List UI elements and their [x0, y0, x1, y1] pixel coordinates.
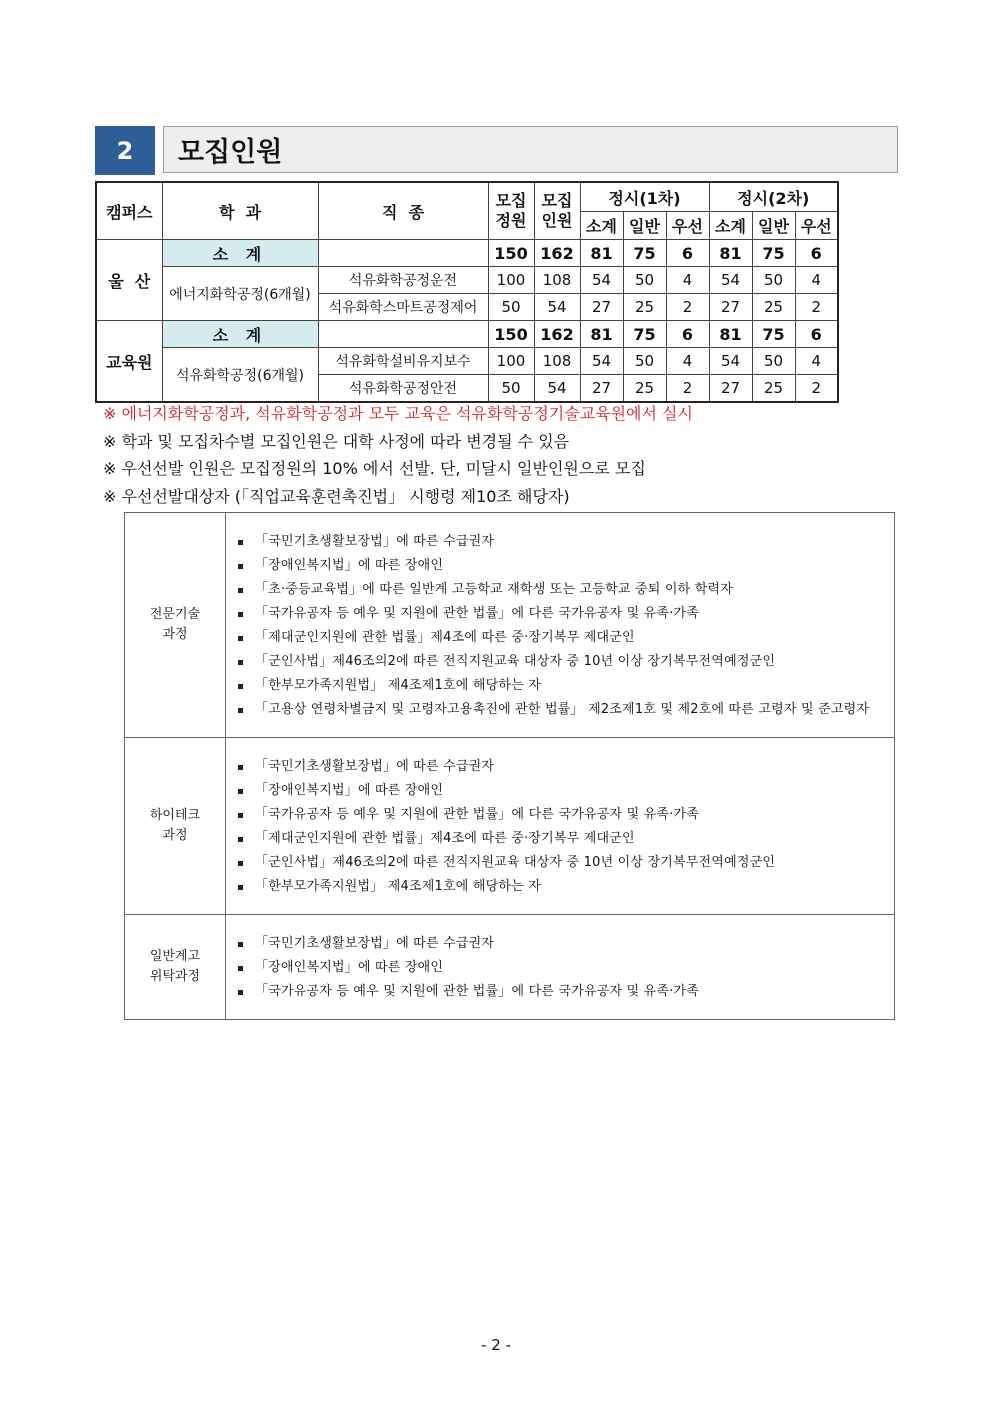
pref-label-line: 과정 [162, 828, 188, 843]
header-department: 학 과 [162, 182, 318, 240]
cell-value: 75 [752, 240, 795, 267]
cell-value: 150 [488, 240, 534, 267]
list-item: 「국민기초생활보장법」에 따른 수급권자 [255, 755, 883, 779]
cell-value: 27 [580, 294, 623, 321]
list-item: 「장애인복지법」에 따른 장애인 [255, 956, 883, 980]
cell-value: 54 [709, 348, 752, 375]
table-row [96, 348, 838, 375]
list-item: 「국민기초생활보장법」에 따른 수급권자 [255, 932, 883, 956]
note-change: ※ 학과 및 모집차수별 모집인원은 대학 사정에 따라 변경될 수 있음 [103, 431, 570, 451]
job-name: 석유화학공정안전 [318, 375, 488, 403]
pref-items [226, 738, 895, 915]
pref-label-line: 하이테크 [149, 808, 201, 823]
cell-value: 75 [752, 321, 795, 348]
section-number: 2 [95, 126, 155, 175]
cell-value: 4 [795, 267, 838, 294]
list-item: 「한부모가족지원법」 제4조제1호에 해당하는 자 [255, 674, 883, 698]
cell-value: 2 [666, 294, 709, 321]
cell-value: 2 [795, 294, 838, 321]
list-item: 「국민기초생활보장법」에 따른 수급권자 [255, 530, 883, 554]
job-name: 석유화학공정운전 [318, 267, 488, 294]
cell-value: 54 [580, 348, 623, 375]
cell-value: 81 [709, 240, 752, 267]
note-training-location: ※ 에너지화학공정과, 석유화학공정과 모두 교육은 석유화학공정기술교육원에서 실시 [103, 404, 693, 423]
list-item: 「제대군인지원에 관한 법률」제4조에 따른 중·장기복무 제대군인 [255, 827, 883, 851]
header-r2-priority: 우선 [795, 212, 838, 240]
cell-value: 27 [709, 294, 752, 321]
cell-value: 100 [488, 348, 534, 375]
list-item: 「고용상 연령차별금지 및 고령자고용촉진에 관한 법률」 제2조제1호 및 제2호에 따른 고령자 및 준고령자 [255, 698, 883, 722]
header-recruits: 모집 인원 [534, 182, 580, 240]
cell-value: 6 [795, 240, 838, 267]
cell-value: 25 [623, 375, 666, 403]
cell-value: 50 [488, 294, 534, 321]
pref-row-general-hs [125, 915, 895, 1020]
cell-value: 4 [666, 348, 709, 375]
pref-label [125, 738, 226, 915]
cell-value: 50 [623, 267, 666, 294]
pref-label-line: 전문기술 [149, 607, 201, 622]
campus-institute: 교육원 [96, 321, 162, 403]
header-r2-total: 소계 [709, 212, 752, 240]
pref-label [125, 915, 226, 1020]
cell-value: 162 [534, 240, 580, 267]
cell-value: 81 [580, 321, 623, 348]
cell-value: 2 [795, 375, 838, 403]
cell-value: 54 [709, 267, 752, 294]
cell-value: 50 [623, 348, 666, 375]
list-item: 「한부모가족지원법」 제4조제1호에 해당하는 자 [255, 875, 883, 899]
list-item: 「군인사법」제46조의2에 따른 전직지원교육 대상자 중 10년 이상 장기복무전역예정군인 [255, 650, 883, 674]
pref-items [226, 513, 895, 738]
cell-value: 4 [795, 348, 838, 375]
header-r2-general: 일반 [752, 212, 795, 240]
note-priority-ratio: ※ 우선선발 인원은 모집정원의 10% 에서 선발. 단, 미달시 일반인원으로 모집 [103, 459, 646, 478]
pref-items [226, 915, 895, 1020]
cell-value: 75 [623, 321, 666, 348]
cell-value: 75 [623, 240, 666, 267]
subtotal-job-empty [318, 321, 488, 348]
header-r1-general: 일반 [623, 212, 666, 240]
cell-value: 25 [623, 294, 666, 321]
header-round2: 정시(2차) [709, 182, 838, 212]
header-round1: 정시(1차) [580, 182, 709, 212]
pref-label-line: 위탁과정 [149, 969, 201, 984]
pref-label [125, 513, 226, 738]
list-item: 「국가유공자 등 예우 및 지원에 관한 법률」에 다른 국가유공자 및 유족·가족 [255, 803, 883, 827]
recruitment-table [95, 181, 839, 403]
pref-row-hightech [125, 738, 895, 915]
cell-value: 100 [488, 267, 534, 294]
priority-target-table [124, 512, 895, 1020]
cell-value: 50 [752, 267, 795, 294]
list-item: 「국가유공자 등 예우 및 지원에 관한 법률」에 다른 국가유공자 및 유족·가족 [255, 602, 883, 626]
list-item: 「국가유공자 등 예우 및 지원에 관한 법률」에 다른 국가유공자 및 유족·가족 [255, 980, 883, 1004]
campus-ulsan: 울 산 [96, 240, 162, 321]
cell-value: 6 [666, 240, 709, 267]
cell-value: 27 [580, 375, 623, 403]
cell-value: 54 [580, 267, 623, 294]
cell-value: 27 [709, 375, 752, 403]
cell-value: 50 [752, 348, 795, 375]
pref-label-line: 일반계고 [149, 949, 201, 964]
header-r1-total: 소계 [580, 212, 623, 240]
subtotal-job-empty [318, 240, 488, 267]
cell-value: 54 [534, 375, 580, 403]
job-name: 석유화학설비유지보수 [318, 348, 488, 375]
subtotal-label: 소 계 [162, 240, 318, 267]
notes [103, 400, 693, 510]
note-priority-targets: ※ 우선선발대상자 (「직업교육훈련촉진법」 시행령 제10조 해당자) [103, 486, 570, 506]
list-item: 「군인사법」제46조의2에 따른 전직지원교육 대상자 중 10년 이상 장기복무전역예정군인 [255, 851, 883, 875]
header-r1-priority: 우선 [666, 212, 709, 240]
cell-value: 108 [534, 348, 580, 375]
subtotal-label: 소 계 [162, 321, 318, 348]
cell-value: 6 [795, 321, 838, 348]
header-quota: 모집 정원 [488, 182, 534, 240]
list-item: 「장애인복지법」에 따른 장애인 [255, 554, 883, 578]
cell-value: 50 [488, 375, 534, 403]
cell-value: 25 [752, 375, 795, 403]
pref-row-expert [125, 513, 895, 738]
cell-value: 54 [534, 294, 580, 321]
list-item: 「초·중등교육법」에 따른 일반계 고등학교 재학생 또는 고등학교 중퇴 이하 학력자 [255, 578, 883, 602]
cell-value: 162 [534, 321, 580, 348]
page-number: - 2 - [481, 1336, 511, 1354]
cell-value: 150 [488, 321, 534, 348]
pref-label-line: 과정 [162, 627, 188, 642]
table-row-subtotal-ulsan [96, 240, 838, 267]
department-name: 에너지화학공정(6개월) [162, 267, 318, 321]
cell-value: 2 [666, 375, 709, 403]
cell-value: 81 [580, 240, 623, 267]
cell-value: 108 [534, 267, 580, 294]
cell-value: 4 [666, 267, 709, 294]
header-campus: 캠퍼스 [96, 182, 162, 240]
cell-value: 25 [752, 294, 795, 321]
job-name: 석유화학스마트공정제어 [318, 294, 488, 321]
cell-value: 81 [709, 321, 752, 348]
table-row-subtotal-institute [96, 321, 838, 348]
department-name: 석유화학공정(6개월) [162, 348, 318, 403]
table-row [96, 267, 838, 294]
section-title: 모집인원 [163, 126, 898, 173]
section-header [95, 126, 900, 175]
list-item: 「장애인복지법」에 따른 장애인 [255, 779, 883, 803]
header-job: 직 종 [318, 182, 488, 240]
cell-value: 6 [666, 321, 709, 348]
list-item: 「제대군인지원에 관한 법률」제4조에 따른 중·장기복무 제대군인 [255, 626, 883, 650]
